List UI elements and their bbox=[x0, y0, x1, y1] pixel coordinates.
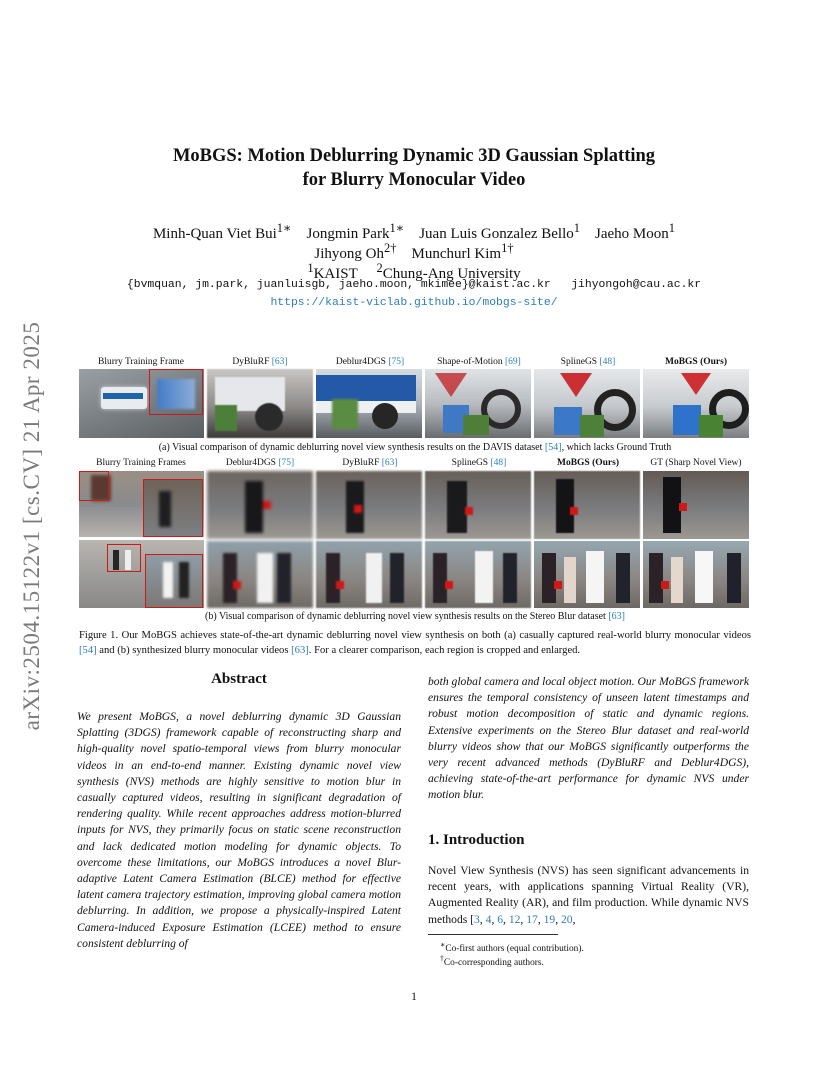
fig-b-label: Deblur4DGS [75] bbox=[225, 458, 295, 468]
author-sup: 1 bbox=[668, 221, 676, 235]
fig-a-caption: (a) Visual comparison of dynamic deblurring novel view synthesis results on the DAVIS dataset [54], which lacks Ground Truth bbox=[158, 442, 672, 453]
affiliation-kaist: KAIST bbox=[313, 266, 358, 282]
fig-b-splinegs-top-image bbox=[425, 471, 531, 539]
author-name: Juan Luis Gonzalez Bello bbox=[419, 226, 574, 242]
arxiv-stamp-text: arXiv:2504.15122v1 [cs.CV] 21 Apr 2025 bbox=[19, 321, 44, 731]
fig-a-mobgs-image bbox=[643, 369, 749, 438]
abstract-heading: Abstract bbox=[211, 671, 267, 687]
introduction-text: Novel View Synthesis (NVS) has seen significant advancements in recent years, with applications spanning Virtual Reality (VR), Augmented Reality (AR), and film production. While dynamic NVS methods [3, 4, 6, 12, 17, 19, 20, bbox=[428, 864, 749, 926]
fig-b-blurry-frame-2-image bbox=[79, 540, 204, 608]
fig-b-deblur4dgs-bottom-image bbox=[207, 541, 313, 608]
fig-a-deblur4dgs-image bbox=[316, 369, 422, 438]
fig-a-label: SplineGS [48] bbox=[560, 357, 616, 367]
fig-b-mobgs-top-image bbox=[534, 471, 640, 539]
fig-a-label: Shape-of-Motion [69] bbox=[437, 357, 521, 367]
paper-title bbox=[0, 144, 828, 192]
footnote-1: ∗Co-first authors (equal contribution). bbox=[440, 940, 584, 955]
fig-a-label: DyBluRF [63] bbox=[232, 357, 288, 367]
fig-b-label: MoBGS (Ours) bbox=[556, 458, 619, 468]
author-name: Jongmin Park bbox=[306, 226, 390, 242]
fig-b-label: Blurry Training Frames bbox=[96, 458, 186, 468]
fig-b-mobgs-bottom-image bbox=[534, 541, 640, 608]
fig-b-gt-bottom-image bbox=[643, 541, 749, 608]
title-line-1: MoBGS: Motion Deblurring Dynamic 3D Gaussian Splatting bbox=[172, 146, 656, 166]
fig-b-label: GT (Sharp Novel View) bbox=[650, 458, 742, 468]
page-number: 1 bbox=[411, 991, 417, 1003]
fig-a-dyblurf-image bbox=[207, 369, 313, 438]
fig-a-label: Blurry Training Frame bbox=[97, 357, 185, 367]
fig-b-label: SplineGS [48] bbox=[451, 458, 507, 468]
author-sup: 1† bbox=[501, 241, 514, 255]
fig-b-dyblurf-top-image bbox=[316, 471, 422, 539]
author-sup: 1∗ bbox=[276, 221, 292, 235]
figure-1-caption: Figure 1. Our MoBGS achieves state-of-the-art dynamic deblurring novel view synthesis on both (a) casually captured real-world blurry monocular videos [54] and (b) synthesized blurry monocular videos [63]. For a clearer comparison, each region is cropped and enlarged. bbox=[79, 630, 751, 656]
author-sup: 2† bbox=[384, 241, 397, 255]
title-line-2: for Blurry Monocular Video bbox=[302, 170, 526, 190]
fig-b-gt-top-image bbox=[643, 471, 749, 539]
author-sup: 1 bbox=[573, 221, 581, 235]
author-name: Jaeho Moon bbox=[595, 226, 669, 242]
author-name: Minh-Quan Viet Bui bbox=[152, 226, 277, 242]
fig-a-label: MoBGS (Ours) bbox=[664, 357, 727, 367]
arxiv-stamp bbox=[8, 286, 56, 766]
fig-b-deblur4dgs-top-image bbox=[207, 471, 313, 539]
fig-a-blurry-frame-image bbox=[79, 369, 204, 438]
author-name: Jihyong Oh bbox=[314, 246, 384, 262]
footnote-rule bbox=[428, 934, 558, 935]
fig-b-dyblurf-bottom-image bbox=[316, 541, 422, 608]
author-sup: 1∗ bbox=[389, 221, 405, 235]
fig-a-splinegs-image bbox=[534, 369, 640, 438]
fig-b-caption: (b) Visual comparison of dynamic deblurring novel view synthesis results on the Stereo Blur dataset [63] bbox=[205, 611, 625, 622]
fig-a-label: Deblur4DGS [75] bbox=[335, 357, 405, 367]
author-name: Munchurl Kim bbox=[411, 246, 502, 262]
abstract-text-right: both global camera and local object motion. Our MoBGS framework ensures the temporal consistency of unseen latent timestamps and robust motion decomposition of static and dynamic regions. Extensive experiments on the Stereo Blur dataset and real-world blurry videos show that our MoBGS significantly outperforms the very recent advanced methods (DyBluRF and Deblur4DGS), achieving state-of-the-art performance for dynamic NVS under motion blur. bbox=[428, 675, 749, 802]
fig-b-label: DyBluRF [63] bbox=[342, 458, 398, 468]
abstract-text-left: We present MoBGS, a novel deblurring dynamic 3D Gaussian Splatting (3DGS) framework capable of reconstructing sharp and high-quality novel spatio-temporal views from blurry monocular videos in an end-to-end manner. Existing dynamic novel view synthesis (NVS) methods are highly sensitive to motion blur in casually captured videos, resulting in significant degradation of rendering quality. While recent approaches address motion-blurred inputs for NVS, they primarily focus on static scene reconstruction and lack dedicated motion modeling for dynamic objects. To overcome these limitations, our MoBGS introduces a novel Blur-adaptive Latent Camera Estimation (BLCE) method for effective latent camera trajectory estimation, improving global camera motion deblurring. In addition, we propose a physically-inspired Latent Camera-induced Exposure Estimation (LCEE) method to ensure consistent deblurring of bbox=[77, 710, 401, 950]
project-url-link[interactable]: https://kaist-viclab.github.io/mobgs-site/ bbox=[270, 297, 558, 309]
fig-b-splinegs-bottom-image bbox=[425, 541, 531, 608]
fig-a-shape-of-motion-image bbox=[425, 369, 531, 438]
fig-b-blurry-frame-1-image bbox=[79, 471, 204, 537]
author-emails: {bvmquan, jm.park, juanluisgb, jaeho.moon, mkimee}@kaist.ac.kr jihyongoh@cau.ac.kr bbox=[126, 279, 702, 291]
footnote-2: †Co-corresponding authors. bbox=[440, 954, 544, 969]
affiliation-cau: Chung-Ang University bbox=[382, 266, 521, 282]
affil-sup: 2 bbox=[376, 261, 383, 275]
introduction-heading: 1. Introduction bbox=[428, 832, 525, 848]
affil-sup: 1 bbox=[307, 261, 314, 275]
